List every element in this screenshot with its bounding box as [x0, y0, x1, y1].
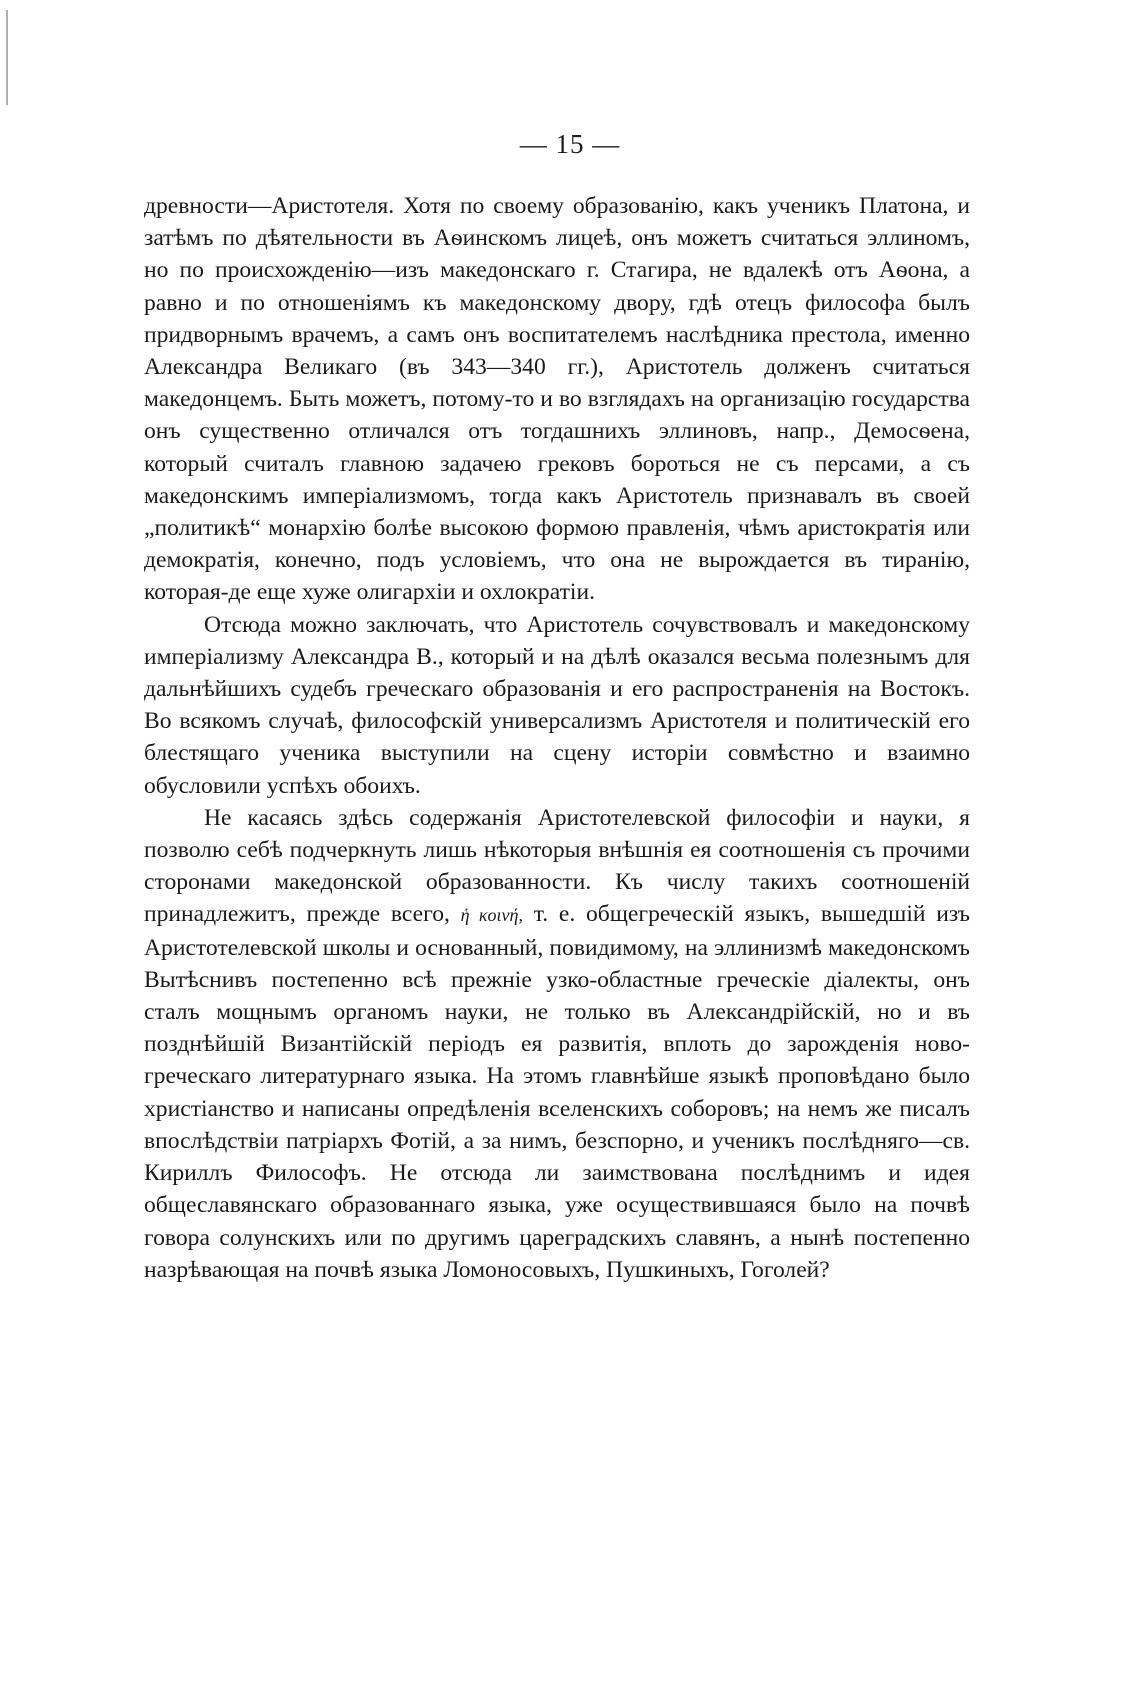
scan-edge-mark	[6, 10, 8, 105]
paragraph-1: древности—Аристотеля. Хотя по своему образованію, какъ ученикъ Платона, и затѣмъ по дѣятельности въ Аѳинскомъ лицеѣ, онъ можетъ считаться эллиномъ, но по происхожденію—изъ македонскаго г. Стагира, не вдалекѣ отъ Аѳона, а равно и по отношеніямъ къ македонскому двору, гдѣ отецъ философа былъ придворнымъ врачемъ, а самъ онъ воспитателемъ наслѣдника престола, именно Александра Великаго (въ 343—340 гг.), Аристотель долженъ считаться македонцемъ. Быть можетъ, потому-то и во взглядахъ на организацію государства онъ существенно отличался отъ тогдашнихъ эллиновъ, напр., Демосѳена, который считалъ главною задачею грековъ бороться не съ персами, а съ македонскимъ имперіализмомъ, тогда какъ Аристотель признавалъ въ своей „политикѣ“ монархію болѣе высокою формою правленія, чѣмъ аристократія или демократія, конечно, подъ условіемъ, что она не вырождается въ тиранію, которая-де еще хуже олигархіи и охлократіи.	[144, 193, 970, 606]
paragraph-2: Отсюда можно заключать, что Аристотель сочувствовалъ и македонскому имперіализму Александра В., который и на дѣлѣ оказался весьма полезнымъ для дальнѣйшихъ судебъ греческаго образованія и его распространенія на Востокъ. Во всякомъ случаѣ, философскій универсализмъ Аристотеля и политическій его блестящаго ученика выступили на сцену исторіи совмѣстно и взаимно обусловили успѣхъ обоихъ.	[144, 611, 970, 799]
greek-term: ἡ κοινή,	[460, 905, 523, 926]
page-number: — 15 —	[519, 129, 621, 159]
paragraph-3	[144, 802, 970, 1286]
paragraph-3-text-before: Не касаясь здѣсь содержанія Аристотелевской философіи и науки, я позволю себѣ подчеркнуть лишь нѣкоторыя внѣшнія ея соотношенія съ прочими сторонами македонской образованности. Къ числу такихъ соотношеній принадлежитъ, прежде всего,	[144, 804, 970, 928]
paragraph-3-text-after: т. е. общегреческій языкъ, вышедшій изъ Аристотелевской школы и основанный, повидимому, на эллинизмѣ македонскомъ Вытѣснивъ постепенно всѣ прежніе узко-областные греческіе діалекты, онъ сталъ мощнымъ органомъ науки, не только въ Александрійскій, но и въ позднѣйшій Византійскій періодъ ея развитія, вплоть до зарожденія ново-греческаго литературнаго языка. На этомъ главнѣйше языкѣ проповѣдано было христіанство и написаны опредѣленія вселенскихъ соборовъ; на немъ же писалъ впослѣдствіи патріархъ Фотій, а за нимъ, безспорно, и ученикъ послѣдняго—св. Кириллъ Философъ. Не отсюда ли заимствована послѣднимъ и идея общеславянскаго образованнаго языка, уже осуществившаяся было на почвѣ говора солунскихъ или по другимъ цареградскихъ славянъ, а нынѣ постепенно назрѣвающая на почвѣ языка Ломоносовыхъ, Пушкиныхъ, Гоголей?	[144, 901, 970, 1283]
body-text	[144, 190, 970, 1286]
